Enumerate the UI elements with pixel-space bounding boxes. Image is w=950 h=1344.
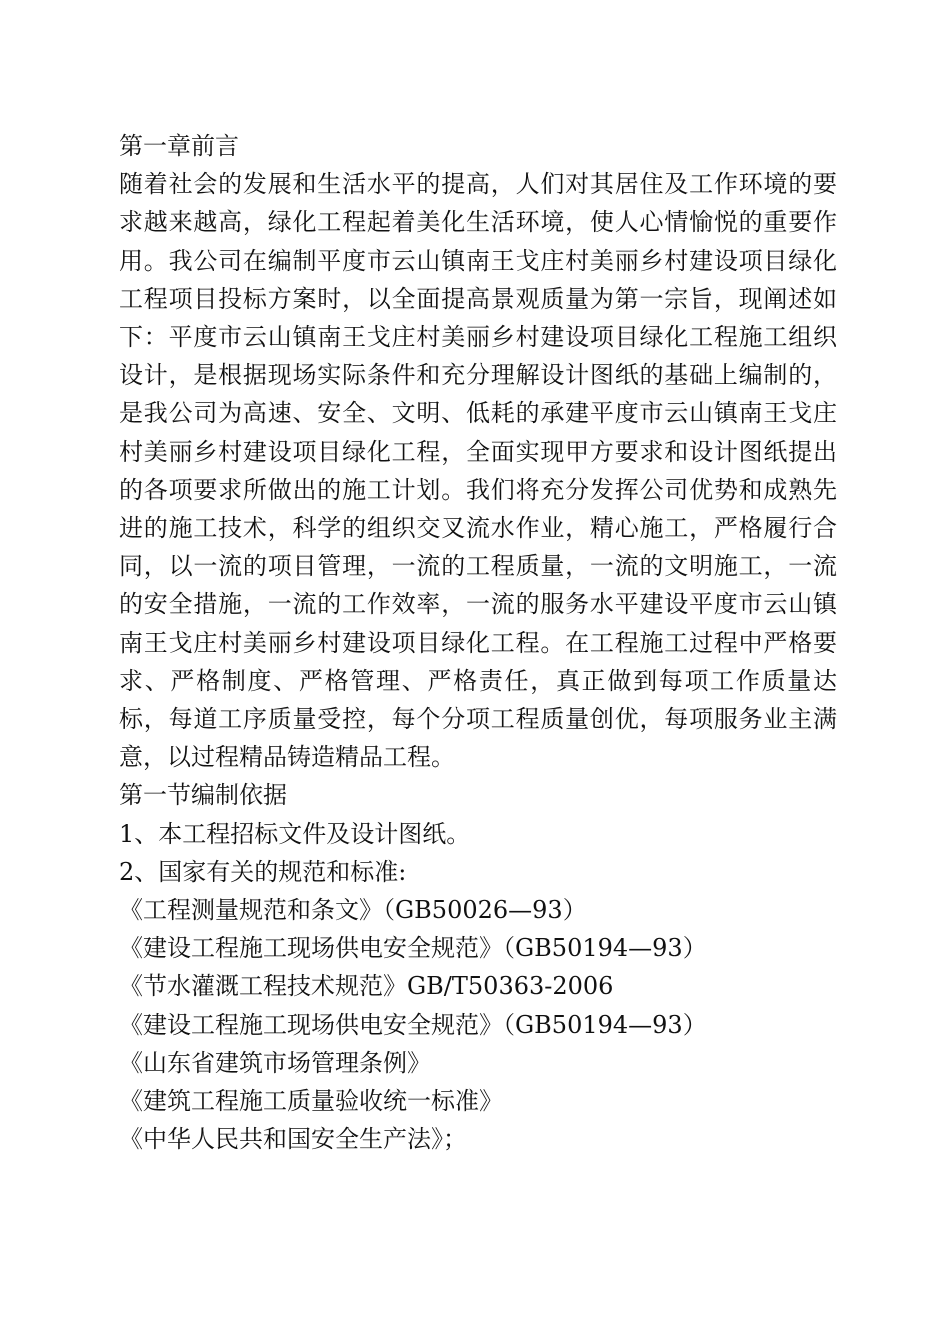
reference-item: 《山东省建筑市场管理条例》: [119, 1048, 431, 1077]
reference-item: 《建筑工程施工质量验收统一标准》: [119, 1086, 503, 1115]
intro-paragraph: 随着社会的发展和生活水平的提高，人们对其居住及工作环境的要求越来越高，绿化工程起着美化生活环境，使人心情愉悦的重要作用。我公司在编制平度市云山镇南王戈庄村美丽乡村建设项目绿化工程项目投标方案时，以全面提高景观质量为第一宗旨，现阐述如下：平度市云山镇南王戈庄村美丽乡村建设项目绿化工程施工组织设计，是根据现场实际条件和充分理解设计图纸的基础上编制的，是我公司为高速、安全、文明、低耗的承建平度市云山镇南王戈庄村美丽乡村建设项目绿化工程，全面实现甲方要求和设计图纸提出的各项要求所做出的施工计划。我们将充分发挥公司优势和成熟先进的施工技术，科学的组织交叉流水作业，精心施工，严格履行合同，以一流的项目管理，一流的工程质量，一流的文明施工，一流的安全措施，一流的工作效率，一流的服务水平建设平度市云山镇南王戈庄村美丽乡村建设项目绿化工程。在工程施工过程中严格要求、严格制度、严格管理、严格责任，真正做到每项工作质量达标，每道工序质量受控，每个分项工程质量创优，每项服务业主满意，以过程精品铸造精品工程。: [119, 170, 837, 772]
chapter-title: 第一章前言: [119, 132, 239, 160]
document-body: [119, 127, 839, 1158]
reference-item: 《建设工程施工现场供电安全规范》（GB50194—93）: [119, 1010, 707, 1039]
basis-item: 1、本工程招标文件及设计图纸。: [119, 819, 471, 848]
section-title: 第一节编制依据: [119, 781, 287, 810]
reference-item: 《中华人民共和国安全生产法》；: [119, 1125, 467, 1154]
reference-item: 《工程测量规范和条文》（GB50026—93）: [119, 896, 587, 924]
reference-item: 《建设工程施工现场供电安全规范》（GB50194—93）: [119, 934, 707, 963]
basis-item: 2、国家有关的规范和标准:: [119, 857, 407, 886]
reference-item: 《节水灌溉工程技术规范》GB/T50363-2006: [119, 972, 614, 1001]
